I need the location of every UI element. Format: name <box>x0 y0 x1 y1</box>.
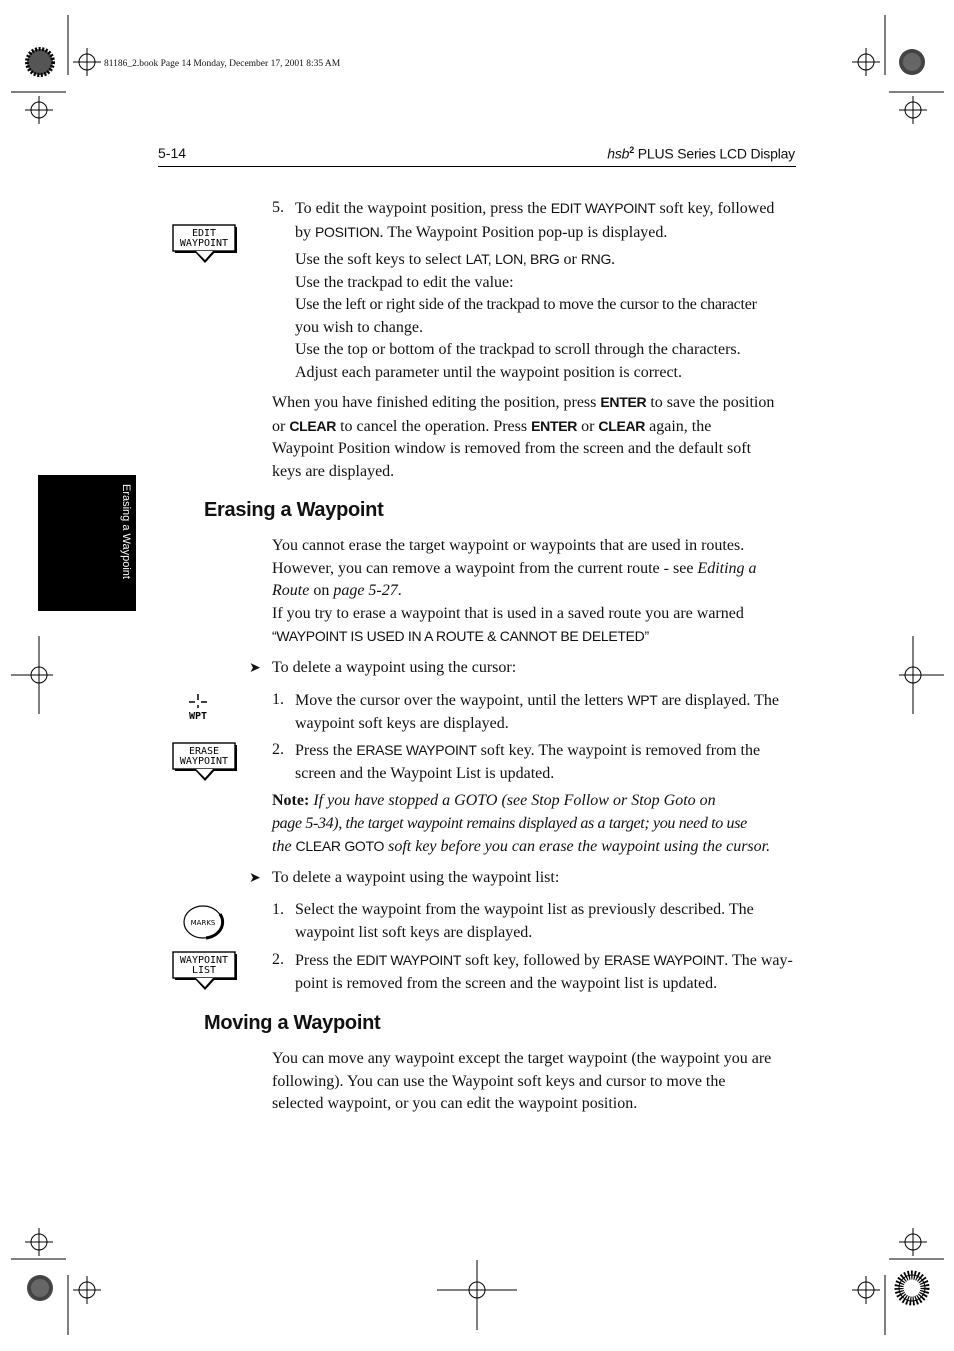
erasing-p2a: However, you can remove a waypoint from the current route - see <box>272 559 698 577</box>
erasing-p2b: Editing a <box>697 559 757 577</box>
step5-s6: Adjust each parameter until the waypoint position is correct. <box>295 363 682 381</box>
note-line1: If you have stopped a GOTO (see Stop Follow or Stop Goto on <box>309 792 716 809</box>
step5-s2: Use the trackpad to edit the value: <box>295 273 514 291</box>
edit-waypoint-softkey-line1: EDIT <box>191 228 217 239</box>
cursor-s1-wpt: WPT <box>627 692 658 708</box>
bullet-arrow-icon: ➤ <box>249 870 261 886</box>
step5-s4: you wish to change. <box>295 318 423 336</box>
list-step2-number: 2. <box>272 951 284 968</box>
erase-waypoint-softkey-line1: ERASE <box>188 746 220 757</box>
edit-waypoint-softkey-icon <box>172 223 236 265</box>
step5-edit-waypoint: EDIT WAYPOINT <box>550 200 656 216</box>
list-l1a: Select the waypoint from the waypoint list as previously described. The <box>295 901 754 918</box>
erasing-p3d: . <box>397 582 402 599</box>
erasing-warning: “WAYPOINT IS USED IN A ROUTE & CANNOT BE DELETED” <box>272 628 649 644</box>
edit-waypoint-softkey-line2: WAYPOINT <box>179 238 229 249</box>
finish-l: keys are displayed. <box>272 462 395 480</box>
waypoint-list-softkey-line2: LIST <box>191 965 217 976</box>
clear-key-1: CLEAR <box>289 417 337 434</box>
step5-number: 5. <box>272 199 284 216</box>
cursor-step2 <box>295 739 805 785</box>
header-title-rest: PLUS Series LCD Display <box>634 145 795 162</box>
cursor-s1d: waypoint soft keys are displayed. <box>295 714 509 732</box>
step5-s1e: . <box>611 251 616 268</box>
page-number: 5-14 <box>158 145 187 161</box>
step5-s1a: Use the soft keys to select <box>295 251 466 268</box>
erase-waypoint-softkey-line2: WAYPOINT <box>179 756 229 767</box>
erasing-heading: Erasing a Waypoint <box>204 499 384 521</box>
cursor-s2-erase: ERASE WAYPOINT <box>356 742 477 758</box>
note-block <box>272 790 802 859</box>
step5-text <box>295 197 805 384</box>
erasing-page-ref: page 5-27 <box>333 582 398 599</box>
note-clear-goto: CLEAR GOTO <box>295 838 385 854</box>
cursor-step2-number: 2. <box>272 741 284 758</box>
cursor-s2c: soft key. The waypoint is removed from the <box>476 742 761 759</box>
erasing-p4: If you try to erase a waypoint that is used in a saved route you are warned <box>272 604 744 622</box>
waypoint-list-softkey-icon <box>172 950 236 992</box>
moving-paragraph <box>272 1048 802 1116</box>
note-line2: page 5-34), the target waypoint remains displayed as a target; you need to use <box>272 814 747 832</box>
finish-f: to cancel the operation. Press <box>336 417 532 435</box>
cursor-step1-number: 1. <box>272 691 284 708</box>
step5-s5: Use the top or bottom of the trackpad to scroll through the characters. <box>295 341 741 358</box>
side-tab-label: Erasing a Waypoint <box>120 484 132 579</box>
list-l2-erase: ERASE WAYPOINT <box>604 952 725 968</box>
cursor-s1c: are displayed. The <box>657 692 780 709</box>
moving-p3: selected waypoint, or you can edit the waypoint position. <box>272 1095 638 1112</box>
bullet1-text: To delete a waypoint using the cursor: <box>272 659 517 676</box>
step5-position: POSITION <box>315 223 380 240</box>
erase-waypoint-softkey-icon <box>172 741 236 783</box>
finish-a: When you have finished editing the position, press <box>272 394 601 411</box>
step5-l2a: by <box>295 223 315 241</box>
step5-l1a: To edit the waypoint position, press the <box>295 200 551 217</box>
note-3c: soft key before you can erase the waypoint using the cursor. <box>384 838 771 855</box>
list-l2a: Press the <box>295 952 357 969</box>
running-header <box>607 145 795 162</box>
cursor-step1 <box>295 689 805 735</box>
marks-button-label: MARKS <box>190 919 216 927</box>
finish-d: or <box>272 417 290 435</box>
finish-j: again, the <box>645 417 712 435</box>
waypoint-list-softkey-line1: WAYPOINT <box>179 955 229 966</box>
cursor-s1a: Move the cursor over the waypoint, until the letters <box>295 692 628 709</box>
enter-key-2: ENTER <box>531 417 578 434</box>
wpt-cursor-icon <box>186 693 212 726</box>
note-3a: the <box>272 838 296 855</box>
bullet-arrow-icon: ➤ <box>249 660 261 676</box>
erasing-p3a: Route <box>272 582 310 599</box>
step5-s1c: or <box>559 251 581 268</box>
wpt-cursor-label: WPT <box>188 711 208 721</box>
step5-l1c: soft key, followed <box>655 200 775 217</box>
bullet2-text: To delete a waypoint using the waypoint list: <box>272 869 560 886</box>
header-title-italic: hsb <box>607 145 630 162</box>
finish-h: or <box>577 417 599 435</box>
enter-key-1: ENTER <box>600 394 647 410</box>
list-step2 <box>295 949 805 995</box>
erasing-p1: You cannot erase the target waypoint or waypoints that are used in routes. <box>272 537 745 554</box>
print-slug: 81186_2.book Page 14 Monday, December 17, 2001 8:35 AM <box>104 59 341 69</box>
step5-s3: Use the left or right side of the trackpad to move the cursor to the character <box>295 296 757 313</box>
finish-k: Waypoint Position window is removed from the screen and the default soft <box>272 440 752 457</box>
header-title-sup: 2 <box>629 145 635 155</box>
list-l2f: point is removed from the screen and the waypoint list is updated. <box>295 974 718 992</box>
list-l2c: soft key, followed by <box>461 952 605 969</box>
moving-p1: You can move any waypoint except the target waypoint (the waypoint you are <box>272 1050 772 1067</box>
cursor-s2d: screen and the Waypoint List is updated. <box>295 764 555 782</box>
step5-l2c: . The Waypoint Position pop-up is displayed. <box>379 223 668 241</box>
cursor-s2a: Press the <box>295 742 357 759</box>
step5-lat-lon-brg: LAT, LON, BRG <box>465 251 560 267</box>
note-label: Note: <box>272 792 310 809</box>
header-rule <box>158 166 796 167</box>
step5-rng: RNG <box>580 251 612 267</box>
marks-button-icon <box>182 904 226 947</box>
list-l2e: . The way- <box>724 952 793 969</box>
erasing-intro <box>272 535 802 648</box>
clear-key-2: CLEAR <box>598 417 646 434</box>
moving-p2: following). You can use the Waypoint soft keys and cursor to move the <box>272 1072 726 1090</box>
finish-paragraph <box>272 391 802 483</box>
list-l2-edit: EDIT WAYPOINT <box>356 952 462 968</box>
erasing-p3b: on <box>309 582 334 599</box>
moving-heading: Moving a Waypoint <box>204 1012 381 1034</box>
list-l1b: waypoint list soft keys are displayed. <box>295 923 533 941</box>
list-step1 <box>295 899 805 944</box>
finish-c: to save the position <box>646 394 775 411</box>
list-step1-number: 1. <box>272 901 284 918</box>
